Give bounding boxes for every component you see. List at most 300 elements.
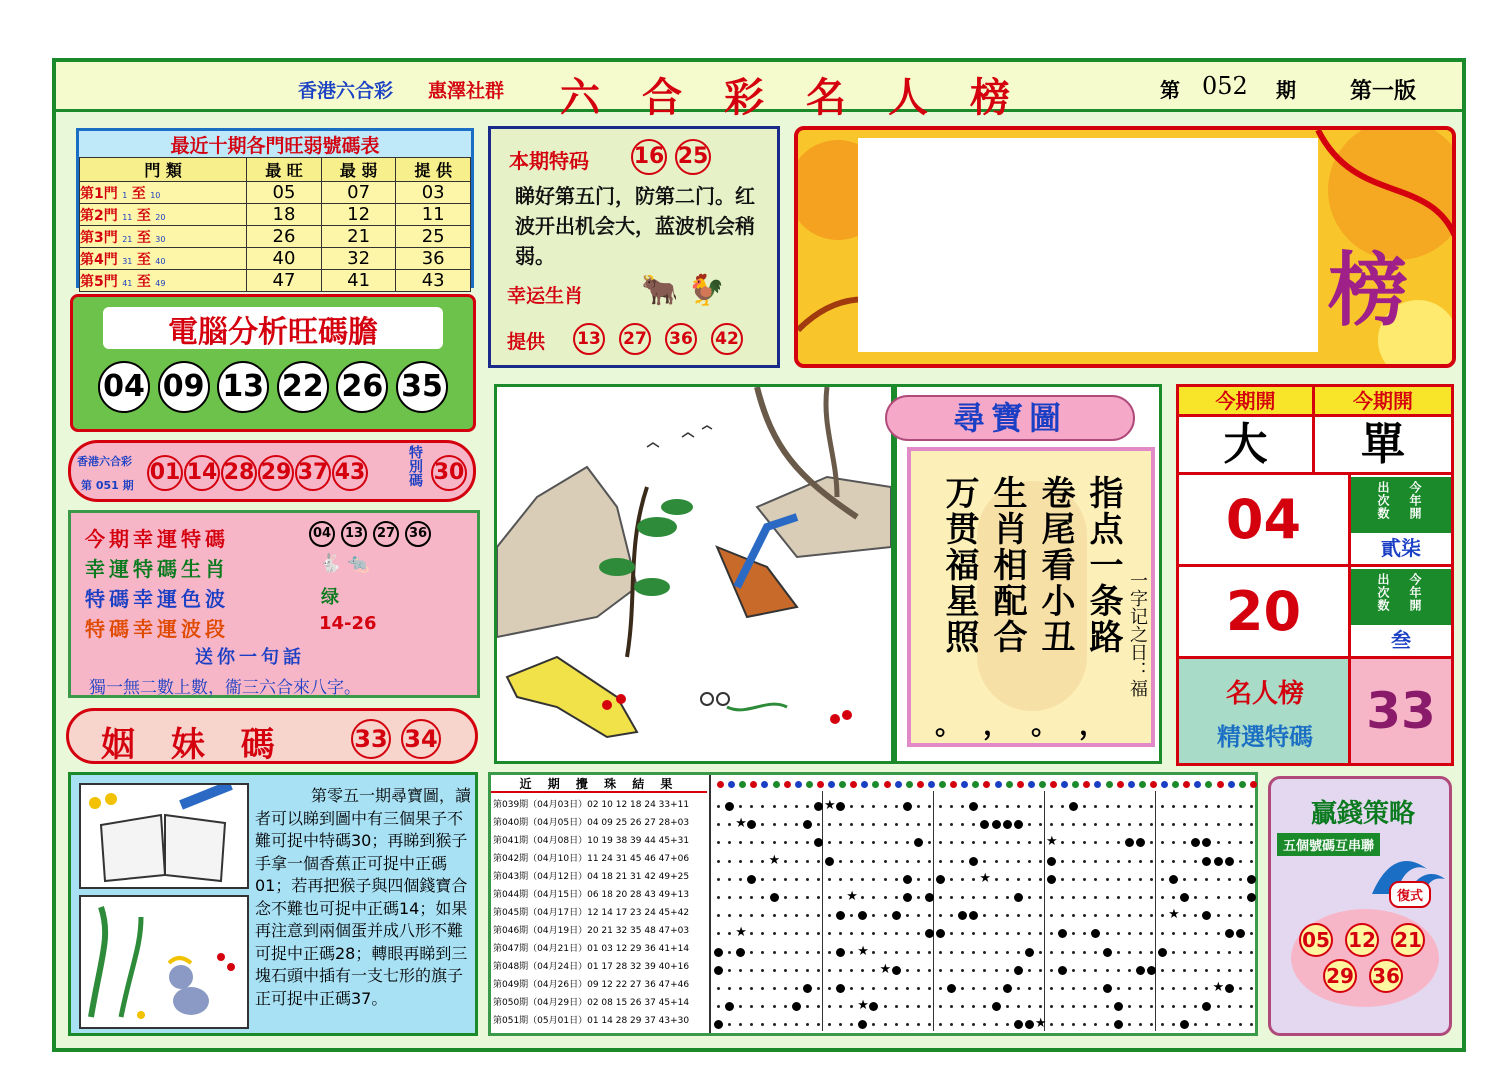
door-to-word: 至 <box>131 185 146 202</box>
door-to: 40 <box>155 256 166 266</box>
empty-dot <box>983 1023 986 1026</box>
count-label-box-2 <box>1351 569 1451 625</box>
empty-dot <box>773 805 776 808</box>
empty-dot <box>961 860 964 863</box>
empty-dot <box>1161 932 1164 935</box>
empty-dot <box>1017 914 1020 917</box>
empty-dot <box>1183 805 1186 808</box>
empty-dot <box>1150 896 1153 899</box>
empty-dot <box>1039 860 1042 863</box>
empty-dot <box>895 951 898 954</box>
empty-dot <box>928 1005 931 1008</box>
empty-dot <box>717 987 720 990</box>
empty-dot <box>1194 1023 1197 1026</box>
empty-dot <box>784 969 787 972</box>
hit-dot <box>1214 857 1223 866</box>
header-dot <box>1006 781 1013 788</box>
empty-dot <box>1039 823 1042 826</box>
empty-dot <box>884 823 887 826</box>
hit-dot <box>1225 984 1234 993</box>
result-number: 28 <box>221 455 257 491</box>
empty-dot <box>850 1005 853 1008</box>
hit-dot <box>714 966 723 975</box>
hit-dot <box>1136 966 1145 975</box>
header-dot <box>806 781 813 788</box>
empty-dot <box>1083 932 1086 935</box>
empty-dot <box>784 841 787 844</box>
page-title: 六合彩名人榜 <box>560 74 1052 121</box>
empty-dot <box>1161 1005 1164 1008</box>
door-hot: 40 <box>247 248 322 270</box>
empty-dot <box>884 1023 887 1026</box>
history-title: 近 期 攪 珠 結 果 <box>491 775 707 793</box>
empty-dot <box>806 932 809 935</box>
empty-dot <box>784 896 787 899</box>
empty-dot <box>728 841 731 844</box>
empty-dot <box>939 841 942 844</box>
empty-dot <box>906 951 909 954</box>
empty-dot <box>1072 1023 1075 1026</box>
empty-dot <box>784 878 787 881</box>
empty-dot <box>1217 1005 1220 1008</box>
hit-dot <box>1014 893 1023 902</box>
explain-panel <box>68 772 478 1036</box>
header-dot <box>728 781 735 788</box>
door-hot: 47 <box>247 270 322 292</box>
explain-text: 第零五一期尋寶圖，讀者可以睇到圖中有三個果子不難可捉中特碼30；再睇到猴子手拿一個香蕉正可捉中正碼01；若再把猴子與四個錢寶合念不難也可捉中正碼14；如果再注意到兩個蛋并成八形不難可捉中正碼28；轉眼再睇到三塊石頭中插有一支七形的旗子正可捉中正碼37。 <box>255 786 472 1008</box>
history-row <box>493 797 707 815</box>
door-give: 43 <box>396 270 471 292</box>
brand-community: 惠澤社群 <box>428 80 505 102</box>
empty-dot <box>728 896 731 899</box>
door-cold: 21 <box>321 226 396 248</box>
header-dot <box>983 781 990 788</box>
empty-dot <box>884 896 887 899</box>
empty-dot <box>773 914 776 917</box>
door-label: 第1門 <box>80 185 118 202</box>
computer-number: 04 <box>98 361 150 413</box>
empty-dot <box>1106 878 1109 881</box>
empty-dot <box>1094 969 1097 972</box>
empty-dot <box>1150 878 1153 881</box>
empty-dot <box>1039 805 1042 808</box>
header-dot <box>1061 781 1068 788</box>
empty-dot <box>761 914 764 917</box>
empty-dot <box>1194 932 1197 935</box>
lucky-color-label: 特碼幸運色波 <box>85 587 229 611</box>
empty-dot <box>1006 951 1009 954</box>
empty-dot <box>1183 969 1186 972</box>
header-dot <box>828 781 835 788</box>
empty-dot <box>1128 987 1131 990</box>
empty-dot <box>1194 805 1197 808</box>
empty-dot <box>917 878 920 881</box>
empty-dot <box>1050 932 1053 935</box>
empty-dot <box>739 878 742 881</box>
header-dot <box>1172 781 1179 788</box>
hit-dot <box>858 1020 867 1029</box>
door-cold: 41 <box>321 270 396 292</box>
special-code: 25 <box>675 139 711 175</box>
lucky-number: 13 <box>341 521 367 547</box>
empty-dot <box>995 951 998 954</box>
rat-icon: 🐀 <box>347 553 370 574</box>
give-numbers <box>573 323 743 355</box>
empty-dot <box>1250 969 1253 972</box>
empty-dot <box>1061 1023 1064 1026</box>
empty-dot <box>884 914 887 917</box>
empty-dot <box>1228 841 1231 844</box>
computer-panel <box>70 294 476 432</box>
hit-dot <box>736 948 745 957</box>
empty-dot <box>806 969 809 972</box>
empty-dot <box>1228 1023 1231 1026</box>
empty-dot <box>884 841 887 844</box>
empty-dot <box>917 896 920 899</box>
empty-dot <box>995 805 998 808</box>
empty-dot <box>950 1023 953 1026</box>
empty-dot <box>895 987 898 990</box>
empty-dot <box>1250 1005 1253 1008</box>
empty-dot <box>928 987 931 990</box>
hit-dot <box>1025 1020 1034 1029</box>
header-dot <box>1205 781 1212 788</box>
empty-dot <box>872 932 875 935</box>
empty-dot <box>1139 932 1142 935</box>
empty-dot <box>906 987 909 990</box>
empty-dot <box>950 823 953 826</box>
hit-dot <box>1180 1020 1189 1029</box>
empty-dot <box>1172 1005 1175 1008</box>
empty-dot <box>1172 823 1175 826</box>
grid-separator <box>1044 791 1045 1031</box>
empty-dot <box>750 896 753 899</box>
empty-dot <box>773 932 776 935</box>
puzzle-drawing <box>497 387 891 761</box>
hit-dot <box>958 911 967 920</box>
empty-dot <box>1094 860 1097 863</box>
special-star: ★ <box>1046 834 1058 850</box>
lucky-zodiac-title: 幸运生肖 <box>507 285 584 307</box>
strategy-number: 05 <box>1299 923 1333 957</box>
header-dot <box>1183 781 1190 788</box>
empty-dot <box>1139 914 1142 917</box>
dot-grid <box>709 775 1257 1033</box>
empty-dot <box>928 841 931 844</box>
empty-dot <box>1128 860 1131 863</box>
empty-dot <box>850 805 853 808</box>
empty-dot <box>1083 951 1086 954</box>
hit-dot <box>1003 984 1012 993</box>
empty-dot <box>828 1005 831 1008</box>
empty-dot <box>1072 1005 1075 1008</box>
result-number: 43 <box>332 455 368 491</box>
empty-dot <box>1217 841 1220 844</box>
door-give: 03 <box>396 182 471 204</box>
empty-dot <box>1150 914 1153 917</box>
treasure-panel <box>894 384 1162 764</box>
table-row <box>80 226 471 248</box>
empty-dot <box>861 878 864 881</box>
empty-dot <box>895 841 898 844</box>
lucky-range-label: 特碼幸運波段 <box>85 617 229 641</box>
empty-dot <box>750 951 753 954</box>
empty-dot <box>1128 823 1131 826</box>
empty-dot <box>1172 896 1175 899</box>
empty-dot <box>939 823 942 826</box>
empty-dot <box>1106 823 1109 826</box>
history-numbers: 20 21 32 35 48 47+03 <box>587 926 690 936</box>
door-from: 21 <box>122 234 133 244</box>
empty-dot <box>1239 951 1242 954</box>
empty-dot <box>850 823 853 826</box>
empty-dot <box>1083 805 1086 808</box>
empty-dot <box>995 896 998 899</box>
hit-dot <box>1114 1020 1123 1029</box>
empty-dot <box>1039 914 1042 917</box>
history-issue: 第045期（04月17日） <box>493 908 588 918</box>
empty-dot <box>1172 987 1175 990</box>
empty-dot <box>939 896 942 899</box>
empty-dot <box>850 841 853 844</box>
empty-dot <box>806 951 809 954</box>
history-numbers: 04 09 25 26 27 28+03 <box>587 818 690 828</box>
empty-dot <box>795 841 798 844</box>
hit-dot <box>858 911 867 920</box>
empty-dot <box>1050 951 1053 954</box>
header-cold: 最 弱 <box>321 158 396 182</box>
empty-dot <box>1150 841 1153 844</box>
special-star: ★ <box>846 889 858 904</box>
special-star: ★ <box>1168 907 1180 923</box>
empty-dot <box>1161 1023 1164 1026</box>
empty-dot <box>1094 1005 1097 1008</box>
empty-dot <box>806 860 809 863</box>
monkey-icon <box>81 897 247 1027</box>
special-star: ★ <box>735 925 747 941</box>
empty-dot <box>1128 805 1131 808</box>
empty-dot <box>728 932 731 935</box>
empty-dot <box>1250 823 1253 826</box>
empty-dot <box>1172 951 1175 954</box>
sister-label: 姻 妹 碼 <box>101 725 287 765</box>
header-dot <box>1139 781 1146 788</box>
empty-dot <box>773 969 776 972</box>
empty-dot <box>728 914 731 917</box>
empty-dot <box>717 860 720 863</box>
empty-dot <box>939 805 942 808</box>
right-column <box>1176 384 1454 766</box>
empty-dot <box>872 1023 875 1026</box>
door-to-word: 至 <box>136 273 151 290</box>
famous-box <box>1179 659 1351 763</box>
computer-title: 電腦分析旺碼膽 <box>103 307 443 349</box>
header-dot <box>1028 781 1035 788</box>
empty-dot <box>1039 896 1042 899</box>
empty-dot <box>773 1005 776 1008</box>
header-dot <box>1194 781 1201 788</box>
empty-dot <box>917 932 920 935</box>
empty-dot <box>1150 951 1153 954</box>
header-dot <box>1228 781 1235 788</box>
empty-dot <box>995 841 998 844</box>
header-dot <box>972 781 979 788</box>
count-label-b-2: 出次数 <box>1376 573 1390 612</box>
count-number-1: 04 <box>1179 475 1351 567</box>
empty-dot <box>861 932 864 935</box>
history-rows <box>493 797 707 1031</box>
header-dot <box>750 781 757 788</box>
computer-number: 09 <box>158 361 210 413</box>
empty-dot <box>928 823 931 826</box>
empty-dot <box>1072 969 1075 972</box>
empty-dot <box>1061 805 1064 808</box>
special-star: ★ <box>1034 1016 1047 1032</box>
header-dot <box>839 781 846 788</box>
empty-dot <box>1050 969 1053 972</box>
empty-dot <box>1228 805 1231 808</box>
empty-dot <box>884 860 887 863</box>
empty-dot <box>717 805 720 808</box>
empty-dot <box>983 951 986 954</box>
header-hot: 最 旺 <box>247 158 322 182</box>
verse-punct-2: 。 <box>1031 708 1060 741</box>
empty-dot <box>1250 805 1253 808</box>
empty-dot <box>1161 878 1164 881</box>
empty-dot <box>1117 823 1120 826</box>
empty-dot <box>839 1005 842 1008</box>
empty-dot <box>828 1023 831 1026</box>
table-row <box>80 270 471 292</box>
hit-dot <box>836 802 845 811</box>
empty-dot <box>872 987 875 990</box>
door-label: 第2門 <box>80 207 118 224</box>
empty-dot <box>884 987 887 990</box>
hit-dot <box>1003 820 1012 829</box>
empty-dot <box>1106 860 1109 863</box>
header-dot <box>795 781 802 788</box>
empty-dot <box>1083 860 1086 863</box>
strategy-panel <box>1268 776 1452 1036</box>
empty-dot <box>1117 987 1120 990</box>
history-issue: 第048期（04月24日） <box>493 962 588 972</box>
header-dot <box>1161 781 1168 788</box>
empty-dot <box>750 932 753 935</box>
hit-dot <box>1014 966 1023 975</box>
empty-dot <box>828 932 831 935</box>
empty-dot <box>1239 987 1242 990</box>
empty-dot <box>1028 914 1031 917</box>
empty-dot <box>750 805 753 808</box>
history-row <box>493 941 707 959</box>
empty-dot <box>1172 969 1175 972</box>
header-dot <box>1072 781 1079 788</box>
empty-dot <box>1106 932 1109 935</box>
hit-dot <box>1014 820 1023 829</box>
empty-dot <box>995 914 998 917</box>
empty-dot <box>1205 896 1208 899</box>
empty-dot <box>1172 805 1175 808</box>
verse-col-2: 卷尾看小丑 <box>1035 475 1075 655</box>
grid-separator <box>1155 791 1156 1031</box>
empty-dot <box>972 951 975 954</box>
empty-dot <box>1228 823 1231 826</box>
empty-dot <box>795 805 798 808</box>
empty-dot <box>1017 932 1020 935</box>
header-dot <box>1094 781 1101 788</box>
result-number: 01 <box>147 455 183 491</box>
empty-dot <box>773 841 776 844</box>
empty-dot <box>1028 896 1031 899</box>
empty-dot <box>961 969 964 972</box>
history-numbers: 02 08 15 26 37 45+14 <box>587 998 690 1008</box>
count-value-2: 叁 <box>1351 625 1451 659</box>
empty-dot <box>828 969 831 972</box>
door-give: 11 <box>396 204 471 226</box>
header-dot <box>906 781 913 788</box>
empty-dot <box>1006 1005 1009 1008</box>
door-from: 31 <box>122 256 133 266</box>
empty-dot <box>1194 914 1197 917</box>
door-table-title: 最近十期各門旺弱號碼表 <box>79 131 471 157</box>
empty-dot <box>1183 841 1186 844</box>
empty-dot <box>1205 805 1208 808</box>
empty-dot <box>1094 878 1097 881</box>
empty-dot <box>861 823 864 826</box>
empty-dot <box>1128 896 1131 899</box>
empty-dot <box>1094 987 1097 990</box>
hit-dot <box>1247 875 1256 884</box>
empty-dot <box>839 823 842 826</box>
hit-dot <box>1202 911 1211 920</box>
empty-dot <box>895 1023 898 1026</box>
verse-side-note: 一字记之日：福 <box>1127 571 1148 697</box>
table-row <box>80 182 471 204</box>
header-dot <box>1050 781 1057 788</box>
special-tip: 睇好第五门，防第二门。红波开出机会大，蓝波机会稍弱。 <box>515 184 755 268</box>
empty-dot <box>939 951 942 954</box>
hit-dot <box>1180 893 1189 902</box>
empty-dot <box>1072 987 1075 990</box>
empty-dot <box>761 805 764 808</box>
empty-dot <box>884 951 887 954</box>
empty-dot <box>750 860 753 863</box>
empty-dot <box>784 805 787 808</box>
hit-dot <box>1091 929 1100 938</box>
empty-dot <box>761 841 764 844</box>
empty-dot <box>1205 932 1208 935</box>
empty-dot <box>983 860 986 863</box>
history-row <box>493 887 707 905</box>
grid-separator <box>822 791 823 1031</box>
empty-dot <box>939 1005 942 1008</box>
header-dot <box>1106 781 1113 788</box>
hit-dot <box>969 911 978 920</box>
empty-dot <box>773 823 776 826</box>
empty-dot <box>861 805 864 808</box>
hit-dot <box>903 875 912 884</box>
empty-dot <box>1039 987 1042 990</box>
empty-dot <box>972 823 975 826</box>
empty-dot <box>1150 987 1153 990</box>
brand-name: 香港六合彩 <box>298 80 394 102</box>
hit-dot <box>747 820 756 829</box>
hit-dot <box>836 948 845 957</box>
empty-dot <box>795 860 798 863</box>
empty-dot <box>1250 841 1253 844</box>
empty-dot <box>728 860 731 863</box>
history-issue: 第046期（04月19日） <box>493 926 588 936</box>
